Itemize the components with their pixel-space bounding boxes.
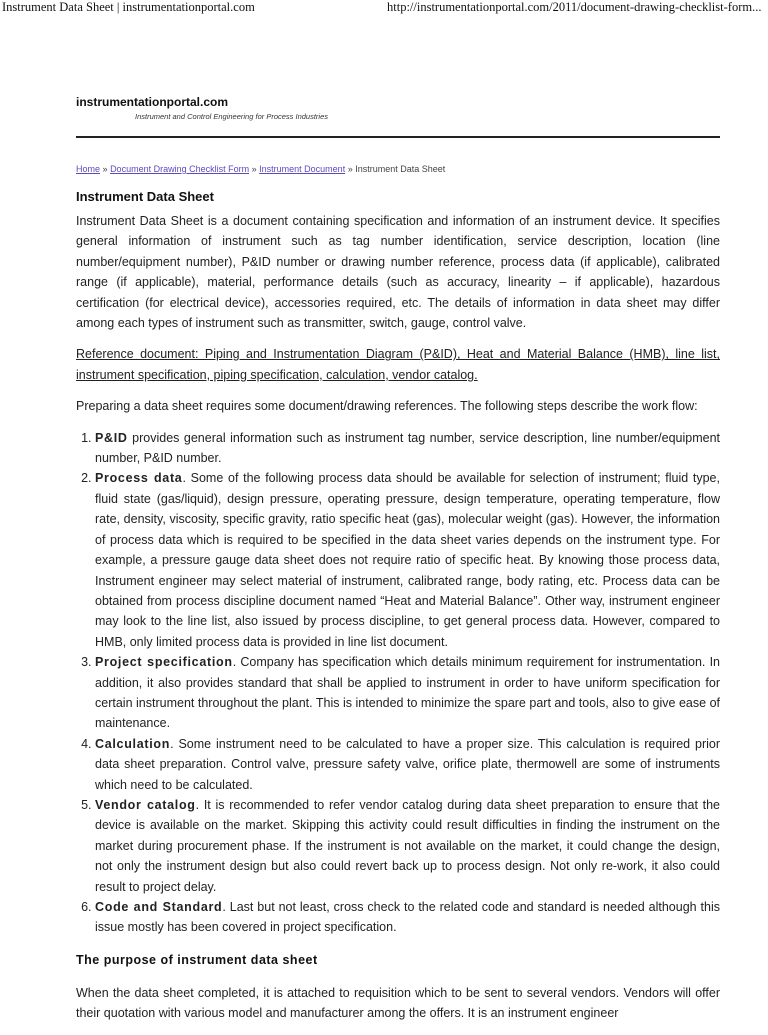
purpose-paragraph: When the data sheet completed, it is attached to requisition which to be sent to several vendors. Vendors will offer their quotation with various model and manufacturer among the offers. It is an instrument engineer <box>76 985 720 1021</box>
step-term: Process data <box>95 471 183 486</box>
breadcrumb-current: Instrument Data Sheet <box>355 164 446 174</box>
step-text: provides general information such as instrument tag number, service description, line number/equipment number, P&ID number. <box>95 430 720 466</box>
steps-intro: Preparing a data sheet requires some document/drawing references. The following steps describe the work flow: <box>76 399 698 414</box>
breadcrumb <box>76 164 445 174</box>
site-tagline: Instrument and Control Engineering for Process Industries <box>135 112 329 121</box>
step-term: Project specification <box>95 655 233 670</box>
list-item <box>95 468 720 652</box>
breadcrumb-checklist-link[interactable]: Document Drawing Checklist Form <box>110 164 250 174</box>
step-text: . Last but not least, cross check to the related code and standard is needed although this issue mostly has been covered in project specification. <box>95 900 720 935</box>
step-term: P&ID <box>95 430 128 445</box>
site-header <box>76 95 720 121</box>
list-item <box>95 734 720 795</box>
breadcrumb-instrument-document-link[interactable]: Instrument Document <box>259 164 346 174</box>
article-title: Instrument Data Sheet <box>76 189 214 204</box>
intro-paragraph: Instrument Data Sheet is a document containing specification and information of an instrument device. It specifies general information of instrument such as tag number identification, service description, location (line number/equipment number), P&ID number or drawing number reference, process data (if applicable), calibrated range (if applicable), material, performance details (such as accuracy, linearity – if applicable), hazardous certification (for electrical device), accessories required, etc. The details of information in data sheet may differ among each types of instrument such as transmitter, switch, gauge, control valve. <box>76 214 720 331</box>
step-text: . Company has specification which details minimum requirement for instrumentation. In addition, it also provides standard that shall be applied to instrument in order to have uniform specification for certain instrument throughout the plant. This is intended to minimize the spare part and tools, also to give ease of maintenance. <box>95 655 720 731</box>
list-item <box>95 428 720 469</box>
breadcrumb-separator: » <box>251 164 257 174</box>
print-page-title: Instrument Data Sheet | instrumentationportal.com <box>2 0 255 14</box>
purpose-heading: The purpose of instrument data sheet <box>76 952 318 967</box>
workflow-steps <box>76 428 720 938</box>
reference-documents: Reference document: Piping and Instrumentation Diagram (P&ID), Heat and Material Balance (HMB), line list, instrument specification, piping specification, calculation, vendor catalog. <box>76 347 720 382</box>
step-text: . Some instrument need to be calculated to have a proper size. This calculation is required prior data sheet preparation. Control valve, pressure safety valve, orifice plate, thermowell are some of instruments which need to be calculated. <box>95 736 720 792</box>
breadcrumb-separator: » <box>102 164 108 174</box>
list-item <box>95 795 720 897</box>
list-item <box>95 652 720 734</box>
print-header <box>0 0 768 14</box>
site-name[interactable]: instrumentationportal.com <box>76 95 229 109</box>
header-divider <box>76 136 720 138</box>
breadcrumb-separator: » <box>347 164 353 174</box>
step-text: . It is recommended to refer vendor catalog during data sheet preparation to ensure that the device is available on the market. Skipping this activity could result difficulties in finding the instrument on the market during procurement phase. If the instrument is not available on the market, it could change the design, not only the instrument design but also could revert back up to process design. Not only re-work, it also could result to project delay. <box>95 797 721 894</box>
step-text: . Some of the following process data should be available for selection of instrument; fluid type, fluid state (gas/liquid), design pressure, operating pressure, design temperature, operating temperature, flow rate, density, viscosity, specific gravity, ratio specific heat (gas), molecular weight (gas). However, the information of process data which is required to be specified in the data sheet varies depends on the instrument type. For example, a pressure gauge data sheet does not require ratio of specific heat. By knowing those process data, Instrument engineer may select material of instrument, calibrated range, body rating, etc. Process data can be obtained from process discipline document named “Heat and Material Balance”. Other way, instrument engineer may look to the line list, also issued by process discipline, to get general process data. However, compared to HMB, only limited process data is provided in line list document. <box>95 471 720 649</box>
step-term: Code and Standard <box>95 900 223 914</box>
print-url: http://instrumentationportal.com/2011/document-drawing-checklist-form... <box>387 0 762 14</box>
article <box>76 188 720 1035</box>
breadcrumb-home-link[interactable]: Home <box>76 164 101 174</box>
list-item <box>95 897 720 938</box>
step-term: Vendor catalog <box>95 797 196 812</box>
step-term: Calculation <box>95 736 171 751</box>
